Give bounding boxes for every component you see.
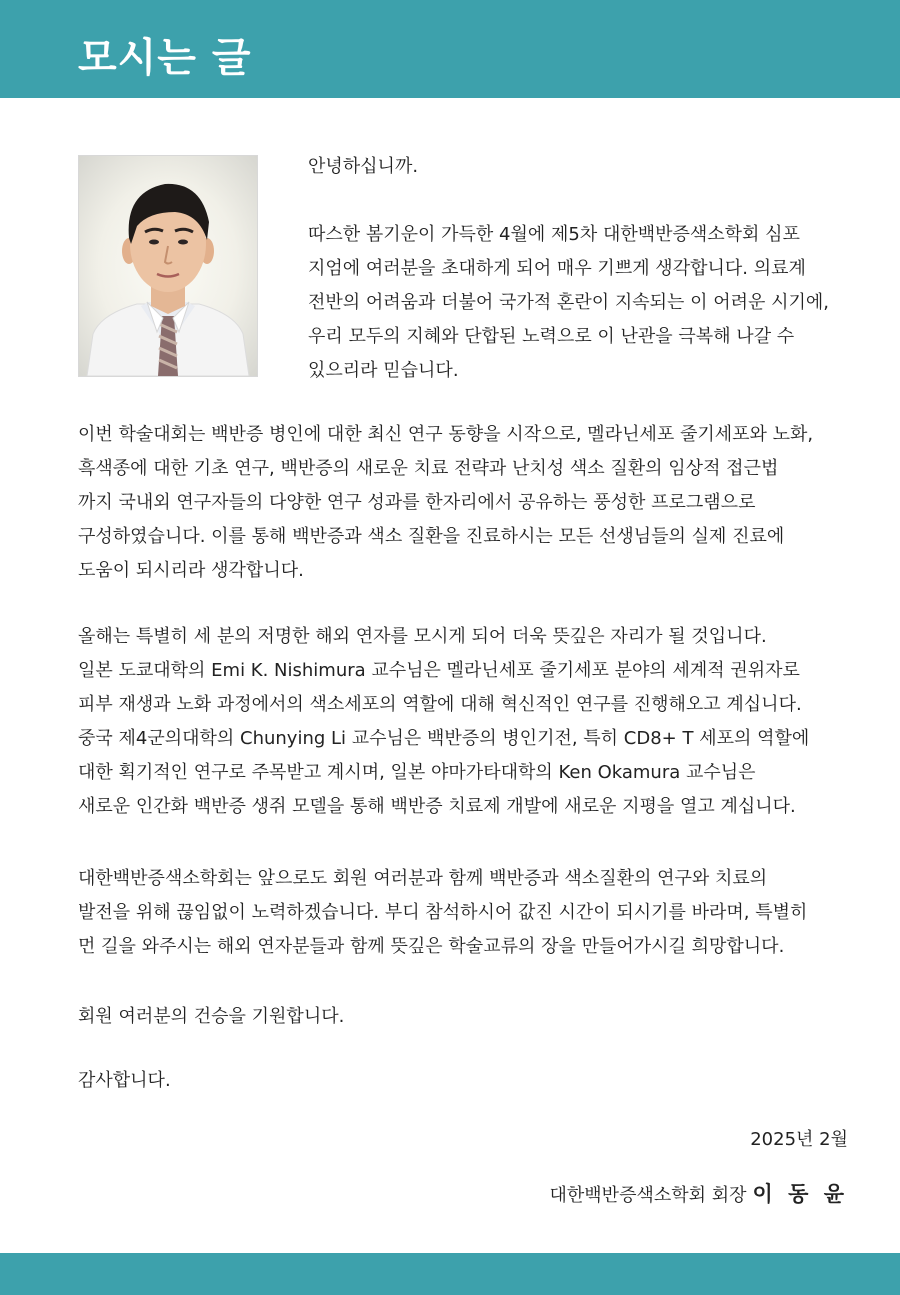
text-line: 새로운 인간화 백반증 생쥐 모델을 통해 백반증 치료제 개발에 새로운 지평을 열고 계십니다. <box>78 796 796 817</box>
text-line: 흑색종에 대한 기초 연구, 백반증의 새로운 치료 전략과 난치성 색소 질환의 임상적 접근법 <box>78 458 779 479</box>
text-line: 지엄에 여러분을 초대하게 되어 매우 기쁘게 생각합니다. 의료계 <box>308 258 806 279</box>
paragraph-closing <box>78 862 868 964</box>
portrait-photo <box>78 155 258 377</box>
text-line: 대한백반증색소학회는 앞으로도 회원 여러분과 함께 백반증과 색소질환의 연구와 치료의 <box>78 868 768 889</box>
footer-bar <box>0 1253 900 1295</box>
text-line: 올해는 특별히 세 분의 저명한 해외 연자를 모시게 되어 더욱 뜻깊은 자리가 될 것입니다. <box>78 626 767 647</box>
text-line: 먼 길을 와주시는 해외 연자분들과 함께 뜻깊은 학술교류의 장을 만들어가시길 희망합니다. <box>78 936 785 957</box>
text-line: 이번 학술대회는 백반증 병인에 대한 최신 연구 동향을 시작으로, 멜라닌세포 줄기세포와 노화, <box>78 424 814 445</box>
text-line: 일본 도쿄대학의 Emi K. Nishimura 교수님은 멜라닌세포 줄기세포 분야의 세계적 권위자로 <box>78 660 800 681</box>
text-line: 발전을 위해 끊임없이 노력하겠습니다. 부디 참석하시어 값진 시간이 되시기를 바라며, 특별히 <box>78 902 808 923</box>
text-line: 우리 모두의 지혜와 단합된 노력으로 이 난관을 극복해 나갈 수 <box>308 326 795 347</box>
greeting-text: 안녕하십니까. <box>308 156 419 177</box>
text-line: 대한 획기적인 연구로 주목받고 계시며, 일본 야마가타대학의 Ken Okamura 교수님은 <box>78 762 756 783</box>
text-line: 피부 재생과 노화 과정에서의 색소세포의 역할에 대해 혁신적인 연구를 진행해오고 계십니다. <box>78 694 802 715</box>
text-line: 까지 국내외 연구자들의 다양한 연구 성과를 한자리에서 공유하는 풍성한 프로그램으로 <box>78 492 756 513</box>
signature <box>550 1178 848 1208</box>
paragraph-speakers <box>78 620 868 824</box>
text-line: 따스한 봄기운이 가득한 4월에 제5차 대한백반증색소학회 심포 <box>308 224 800 245</box>
text-line: 있으리라 믿습니다. <box>308 360 459 381</box>
paragraph-program <box>78 418 868 588</box>
text-line: 전반의 어려움과 더불어 국가적 혼란이 지속되는 이 어려운 시기에, <box>308 292 829 313</box>
letter-date: 2025년 2월 <box>750 1129 848 1150</box>
page-title: 모시는 글 <box>78 35 252 81</box>
text-line: 중국 제4군의대학의 Chunying Li 교수님은 백반증의 병인기전, 특히 CD8+ T 세포의 역할에 <box>78 728 810 749</box>
text-line: 구성하였습니다. 이를 통해 백반증과 색소 질환을 진료하시는 모든 선생님들의 실제 진료에 <box>78 526 785 547</box>
signature-name: 이 동 윤 <box>752 1182 848 1206</box>
thanks-text: 감사합니다. <box>78 1070 171 1091</box>
wish-text: 회원 여러분의 건승을 기원합니다. <box>78 1006 345 1027</box>
header-bar <box>0 0 900 98</box>
text-line: 도움이 되시리라 생각합니다. <box>78 560 304 581</box>
intro-paragraph <box>308 218 868 388</box>
signature-title: 대한백반증색소학회 회장 <box>549 1185 747 1206</box>
